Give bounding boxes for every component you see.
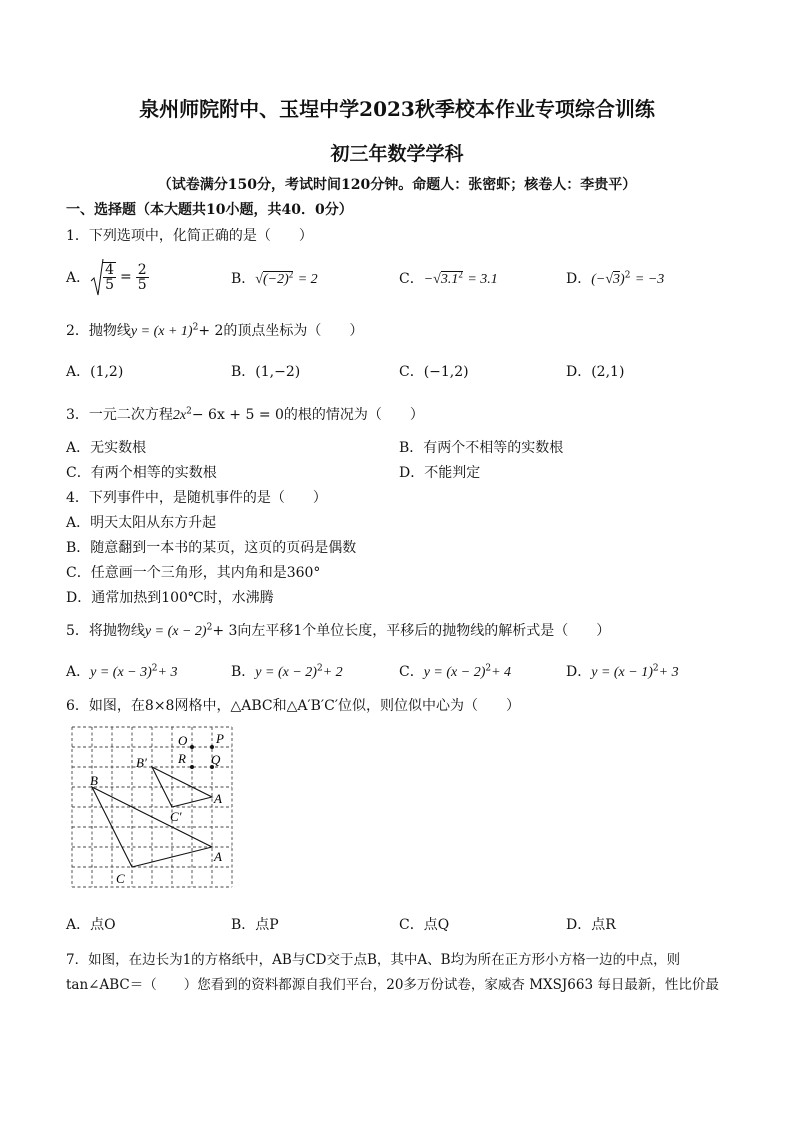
q5-option-a: A．$y = (x - 3)^2+ 3$	[66, 663, 178, 680]
q6-option-a: A．点O	[66, 917, 116, 933]
subject-title: 初三年数学学科	[330, 143, 464, 165]
q7-stem-line1: 7．如图，在边长为1的方格纸中，AB与CD交于点B，其中A、B均为所在正方形小方格一边的中点，则	[66, 952, 681, 968]
q2-option-c: C．(−1,2)	[399, 364, 469, 380]
label-b: B	[90, 773, 98, 788]
point-p	[210, 745, 214, 749]
q4-stem: 4．下列事件中，是随机事件的是（ ）	[66, 490, 327, 506]
q5-option-b: B．$y = (x - 2)^2+ 2$	[231, 663, 343, 680]
q3-option-d: D．不能判定	[399, 465, 481, 481]
grid-lines	[72, 727, 232, 887]
q6-option-c: C．点Q	[399, 917, 450, 933]
q3-option-c: C．有两个相等的实数根	[66, 465, 217, 481]
label-o: O	[178, 733, 188, 748]
label-q: Q	[211, 752, 221, 767]
label-p: P	[216, 731, 224, 746]
q4-option-c: C．任意画一个三角形，其内角和是360°	[66, 565, 321, 581]
q1-stem: 1．下列选项中，化简正确的是（ ）	[66, 228, 313, 244]
exam-title: 泉州师院附中、玉埕中学2023秋季校本作业专项综合训练	[139, 97, 655, 121]
q4-option-d: D．通常加热到100℃时，水沸腾	[66, 590, 274, 606]
q1-option-d: D．$(-√3)^2 = -3$	[566, 270, 665, 287]
section-heading: 一、选择题（本大题共10小题，共40．0分）	[66, 202, 353, 218]
point-r	[190, 765, 194, 769]
q3-option-a: A．无实数根	[66, 440, 147, 456]
q3-option-b: B．有两个不相等的实数根	[399, 440, 564, 456]
label-r: R	[178, 751, 186, 766]
q7-stem-line2: tan∠ABC＝（ ）您看到的资料都源自我们平台，20多万份试卷，家威杏 MXSJ663 每日最新，性比价最	[66, 977, 719, 993]
point-o	[190, 745, 194, 749]
q6-stem: 6．如图，在8×8网格中，△ABC和△A′B′C′位似，则位似中心为（ ）	[66, 698, 521, 714]
q2-option-d: D．(2,1)	[566, 364, 625, 380]
q4-option-b: B．随意翻到一本书的某页，这页的页码是偶数	[66, 540, 357, 556]
q6-option-d: D．点R	[566, 917, 616, 933]
label-c-prime: C′	[170, 809, 182, 824]
label-a: A	[214, 849, 222, 864]
exam-info: （试卷满分150分，考试时间120分钟。命题人：张密虾；核卷人：李贵平）	[157, 177, 637, 193]
label-a-prime: A	[214, 791, 222, 806]
label-b-prime: B′	[136, 755, 147, 770]
q5-option-d: D．$y = (x - 1)^2+ 3$	[566, 663, 679, 680]
q5-stem: 5．将抛物线$y = (x - 2)^2+ 3$向左平移1个单位长度，平移后的抛物线的解析式是（ ）	[66, 622, 611, 639]
q4-option-a: A．明天太阳从东方升起	[66, 515, 217, 531]
q6-grid-figure	[68, 723, 238, 893]
q1-option-b: B．$√(-2)^2 = 2$	[231, 269, 318, 287]
q1-option-c: C．$-√3.1^2 = 3.1$	[399, 269, 498, 287]
q1-option-a: A． $\frac{4}{5}$ = $\frac{2}{5}$	[66, 254, 149, 300]
q3-stem: 3．一元二次方程$2x^2- 6x + 5 = 0$的根的情况为（ ）	[66, 406, 424, 423]
q2-option-a: A．(1,2)	[66, 364, 124, 380]
q6-option-b: B．点P	[231, 917, 279, 933]
q2-option-b: B．(1,−2)	[231, 364, 301, 380]
q5-option-c: C．$y = (x - 2)^2+ 4$	[399, 663, 512, 680]
label-c: C	[116, 871, 125, 886]
sqrt-sign-icon	[90, 257, 104, 297]
q2-stem: 2．抛物线$y = (x + 1)^2+ 2$的顶点坐标为（ ）	[66, 322, 364, 339]
